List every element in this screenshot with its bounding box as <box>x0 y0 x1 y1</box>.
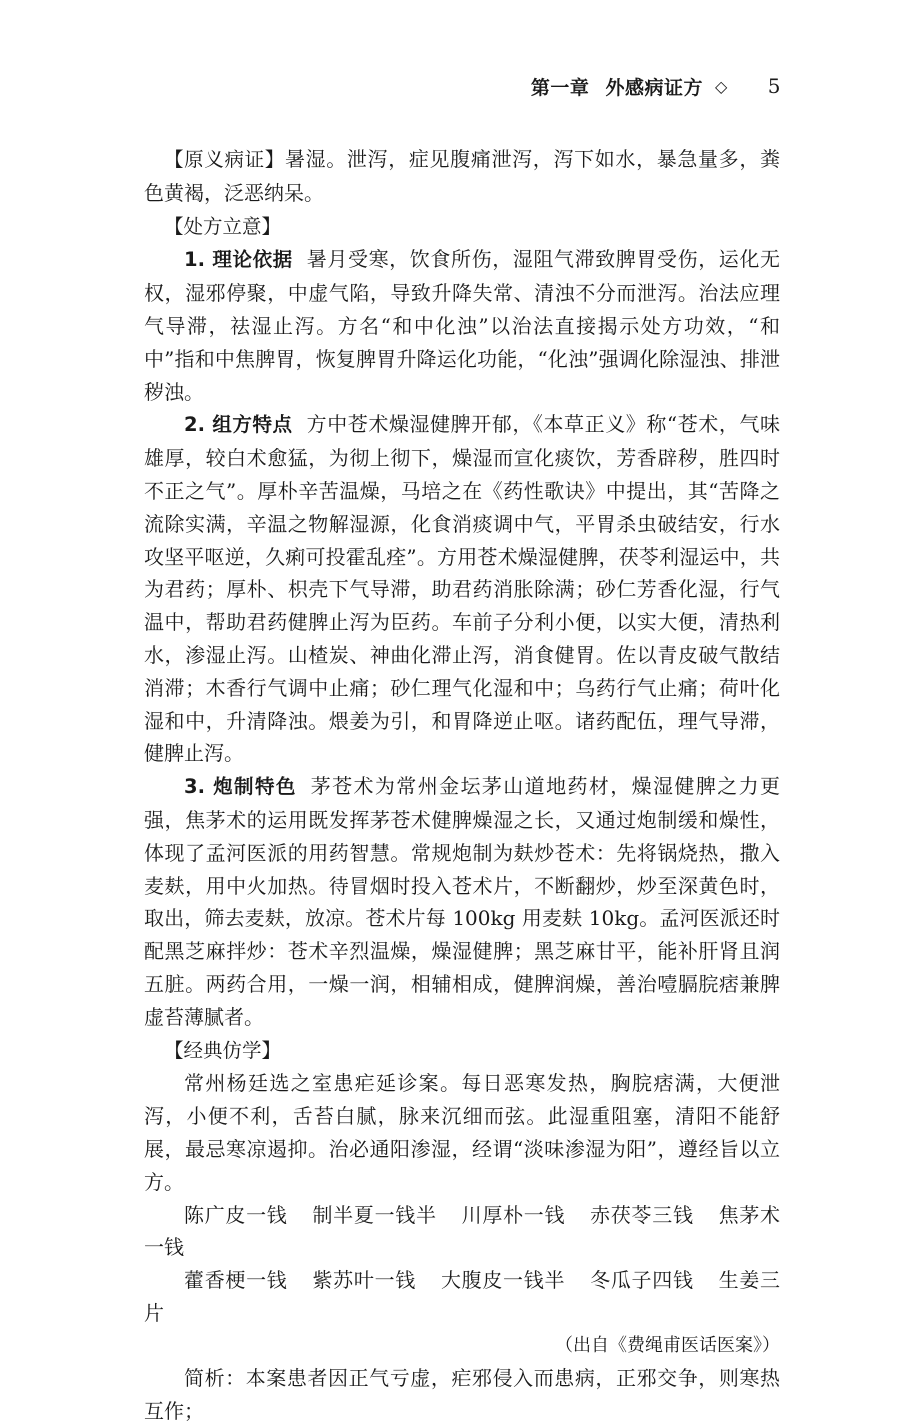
herb-item: 川厚朴一钱 <box>461 1202 566 1227</box>
subheading-lilun: 1. 理论依据 <box>184 248 293 272</box>
paragraph-case <box>144 1067 780 1198</box>
analysis-text: 简析：本案患者因正气亏虚，疟邪侵入而患病，正邪交争，则寒热互作； <box>144 1366 780 1424</box>
paragraph-analysis <box>144 1362 780 1428</box>
paragraph-yuanyi <box>144 143 780 210</box>
herb-item: 赤茯苓三钱 <box>590 1202 694 1227</box>
herb-item: 陈广皮一钱 <box>184 1202 288 1227</box>
herb-item: 紫苏叶一钱 <box>312 1268 416 1293</box>
page-number: 5 <box>767 74 781 98</box>
section-label-jingdian: 【经典仿学】 <box>164 1038 282 1062</box>
herb-list-line-1 <box>144 1199 780 1265</box>
section-label-yuanyi: 【原义病证】 <box>164 148 285 171</box>
paragraph-paozhi <box>144 770 780 1033</box>
herb-list-line-2 <box>144 1264 780 1330</box>
herb-item: 冬瓜子四钱 <box>590 1268 694 1293</box>
chapter-number: 第一章 <box>530 76 590 99</box>
section-heading-jingdian <box>144 1034 780 1068</box>
herb-item: 焦茅术一钱 <box>144 1202 781 1260</box>
paragraph-lilun <box>144 243 780 408</box>
citation: （出自《费绳甫医话医案》） <box>555 1334 780 1356</box>
subheading-paozhi: 3. 炮制特色 <box>184 775 297 799</box>
herb-item: 藿香梗一钱 <box>184 1268 288 1293</box>
lilun-text: 暑月受寒，饮食所伤，湿阻气滞致脾胃受伤，运化无权，湿邪停聚，中虚气陷，导致升降失常、清浊不分而泄泻。治法应理气导滞，祛湿止泻。方名“和中化浊”以治法直接揭示处方功效，“和中”指和中焦脾胃，恢复脾胃升降运化功能，“化浊”强调化除湿浊、排泄秽浊。 <box>144 247 781 404</box>
paozhi-text: 茅苍术为常州金坛茅山道地药材，燥湿健脾之力更强，焦茅术的运用既发挥茅苍术健脾燥湿之长，又通过炮制缓和燥性，体现了孟河医派的用药智慧。常规炮制为麸炒苍术：先将锅烧热，撒入麦麸，用中火加热。待冒烟时投入苍术片，不断翻炒，炒至深黄色时，取出，筛去麦麸，放凉。苍术片每 100kg 用麦麸 10kg。孟河医派还时配黑芝麻拌炒：苍术辛烈温燥，燥湿健脾；黑芝麻甘平，能补肝肾且润五脏。两药合用，一燥一润，相辅相成，健脾润燥，善治噎膈脘痞兼脾虚苔薄腻者。 <box>144 774 781 1029</box>
chapter-title: 外感病证方 <box>605 76 703 99</box>
herb-item: 制半夏一钱半 <box>312 1202 437 1227</box>
zufang-text: 方中苍术燥湿健脾开郁，《本草正义》称“苍术，气味雄厚，较白术愈猛，为彻上彻下，燥湿而宣化痰饮，芳香辟秽，胜四时不正之气”。厚朴辛苦温燥，马培之在《药性歌诀》中提出，其“苦降之流除实满，辛温之物解湿源，化食消痰调中气，平胃杀虫破结安，行水攻坚平呕逆，久痢可投霍乱痊”。方用苍术燥湿健脾，茯苓利湿运中，共为君药；厚朴、枳壳下气导滞，助君药消胀除满；砂仁芳香化湿，行气温中，帮助君药健脾止泻为臣药。车前子分利小便，以实大便，清热利水，渗湿止泻。山楂炭、神曲化滞止泻，消食健胃。佐以青皮破气散结消滞；木香行气调中止痛；砂仁理气化湿和中；乌药行气止痛；荷叶化湿和中，升清降浊。煨姜为引，和胃降逆止呕。诸药配伍，理气导滞，健脾止泻。 <box>144 412 780 766</box>
subheading-zufang: 2. 组方特点 <box>184 413 293 437</box>
body-text <box>144 143 780 1428</box>
section-label-chufang: 【处方立意】 <box>164 214 282 238</box>
case-text: 常州杨廷选之室患疟延诊案。每日恶寒发热，胸脘痞满，大便泄泻，小便不利，舌苔白腻，脉来沉细而弦。此湿重阻塞，清阳不能舒展，最忌寒凉遏抑。治必通阳渗湿，经谓“淡味渗湿为阳”，遵经旨以立方。 <box>144 1071 780 1194</box>
diamond-icon: ◇ <box>714 76 728 96</box>
paragraph-zufang <box>144 408 780 770</box>
section-heading-chufang <box>144 210 780 244</box>
running-head <box>120 71 781 101</box>
herb-item: 生姜三片 <box>144 1268 781 1325</box>
yuanyi-text: 暑湿。泄泻，症见腹痛泄泻，泻下如水，暴急量多，粪色黄褐，泛恶纳呆。 <box>144 147 780 205</box>
herb-item: 大腹皮一钱半 <box>440 1268 566 1293</box>
